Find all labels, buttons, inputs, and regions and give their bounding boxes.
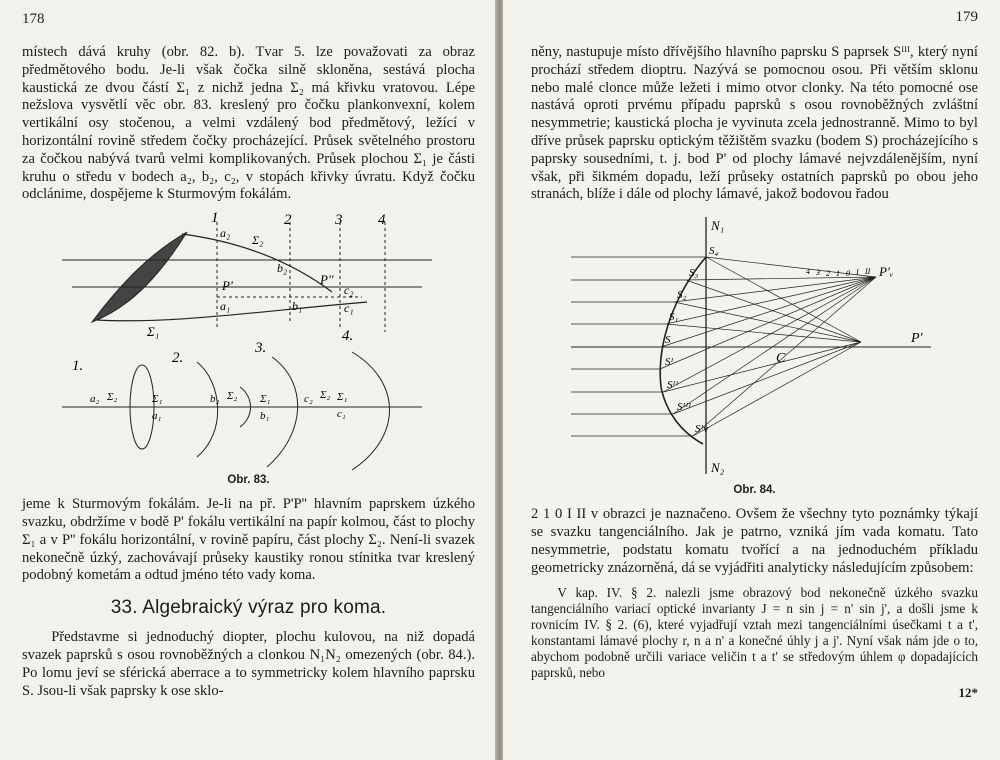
label-S2: S₂: [677, 289, 687, 302]
label-Pv: P'ᵥ: [879, 264, 894, 280]
fig83-sigma2: Σ₂: [252, 233, 264, 248]
fig83-bottom-2: 2.: [172, 350, 184, 367]
label-N1: N₁: [711, 218, 725, 234]
figure-83: [22, 212, 475, 486]
fig83-bp-b1: b₁: [260, 410, 270, 423]
scale-I: I: [856, 268, 859, 278]
sigma1-curve: [97, 302, 367, 321]
fig83-bp-a2: a₂: [90, 393, 100, 406]
label-S: S: [665, 334, 671, 347]
figure-84-caption: Obr. 84.: [733, 484, 776, 497]
fig83-c2: c₂: [344, 283, 354, 298]
scale-2: 2: [826, 269, 830, 279]
scale-1: 1: [836, 269, 840, 279]
right-paragraph-3: V kap. IV. § 2. nalezli jsme obrazový bod nekonečně úzkého svazku tangenciálního variací optické invarianty J = n sin j = n' sin j', a došli jsme k rovnicím IV. § 2. (6), které vyjadřují vztah mezi tangenciálními úsečkami t a t', konstantami lámavé plochy r, n a n' a konečné úhly j a j'. Nyní však nám jde o to, abychom podobně určili variace veličin t a t' se středovým úhlem φ dopadajících paprsků, nebo: [531, 585, 978, 681]
scale-II: II: [865, 267, 871, 277]
figure-83-caption: Obr. 83.: [227, 474, 270, 487]
right-page: [503, 0, 1000, 760]
left-page: [0, 0, 497, 760]
fig83-bp-s2c: Σ₂: [320, 389, 331, 402]
fig83-P1: P': [222, 278, 233, 294]
section-3: [267, 357, 298, 467]
label-SII: Sᴵᴵ: [667, 379, 679, 392]
right-paragraph-1: něny, nastupuje místo dřívějšího hlavního paprsku S paprsek Sᴵᴵᴵ, který nyní prochází středem dioptru. Nazývá se pomocnou osou. Při větším sklonu nebo malé clonce může ležeti i mimo otvor clonky. Na této pomocné ose nastává oproti prvému případu paprsků s osou rovnoběžných zvláštní nesymmetrie; kaustická plocha je vyvinuta zcela jednostranně. Mimo to byl dříve průsek paprsku optickým těžištěm svazku (bodem S) procházejícího s paprsky sousedními, t. j. bod P' od plochy lámavé nejvzdálenějším, nyní však, při šikmém dopadu, leží průseky ostatních paprsků po obou jeho stranách, blíže i dále od plochy lámavé, jakož bodovou řadou: [531, 44, 978, 203]
signature-mark: 12*: [958, 685, 978, 701]
left-paragraph-2: jeme k Sturmovým fokálám. Je-li na př. P'P'' hlavním paprskem úzkého svazku, obdržíme v bodě P' fokálu vertikální na papír kolmou, část to plochy Σ₁ a v P'' fokálu horizontální, v rovině papíru, část plochy Σ₂. Není-li svazek nekonečně úzký, zachovávají průseky kaustiky ronou stínitka tvar kreslený podobný kometám a odtud jméno této vady koma.: [22, 496, 475, 584]
scale-0: 0: [846, 269, 850, 279]
label-SIV: Sᴵᴠ: [695, 423, 709, 436]
label-SIII: Sᴵᴵᴵ: [677, 401, 692, 414]
fig83-a1: a₁: [220, 299, 231, 314]
fig83-b1: b₁: [292, 299, 303, 314]
figure-84-drawing: [531, 212, 971, 482]
fig83-bottom-3: 3.: [255, 340, 267, 357]
fig83-bp-a1: a₁: [152, 410, 162, 423]
fig83-sigma1: Σ₁: [147, 324, 160, 340]
fig83-a2: a₂: [220, 226, 231, 241]
left-paragraph-3: Představme si jednoduchý diopter, plochu kulovou, na niž dopadá svazek paprsků s osou rovnoběžných a clonkou N₁N₂ omezených (obr. 84.). Po lomu jeví se sférická aberrace a to symmetricky kolem hlavního paprsku S. Jsou-li však paprsky k ose sklo-: [22, 629, 475, 699]
fig83-b2: b₂: [277, 261, 288, 276]
left-paragraph-1: místech dává kruhy (obr. 82. b). Tvar 5. lze považovati za obraz předmětového bodu. Je-li však čočka silně skloněna, sestává plocha kaustická ze dvou částí Σ₁ z nichž jedna Σ₂ má křivku vratovou. Lépe nežslova vysvětlí věc obr. 83. kreslený pro čočku plankonvexní, kolem vertikální osy stočenou, a velmi vzdálený bod předmětový, ležící v horizontální rovině středem čočky procházející. Průsek světelného prostoru za čočkou nabývá tvarů velmi komplikovaných. Průsek plochou Σ₁ je části kruhu o středu v bodech a₂, b₂, c₂, v stopách křivky úvratu. Když čočku odclánime, dospějeme k Sturmovým fokálám.: [22, 44, 475, 203]
fig83-bp-b2: b₂: [210, 393, 220, 406]
fig83-bp-s1b: Σ₁: [260, 393, 271, 406]
section-title: 33. Algebraický výraz pro koma.: [110, 597, 387, 619]
page-number-left: 178: [22, 11, 45, 27]
fig83-bottom-4: 4.: [342, 328, 354, 345]
scale-3: 3: [816, 268, 820, 278]
fig83-bottom-1: 1.: [72, 358, 84, 375]
figure-83-drawing: [22, 212, 472, 472]
section-4: [352, 352, 390, 470]
refracting-surface: [660, 257, 709, 444]
label-N2: N₂: [711, 460, 725, 476]
fig83-bp-c1: c₁: [337, 408, 346, 421]
label-Pprime: P': [911, 331, 923, 347]
right-paragraph-2: 2 1 0 I II v obrazci je naznačeno. Ovšem že všechny tyto poznámky týkají se svazku tangenciálního. Jak je patrno, vzniká jím vada komatu. Tato nesymmetrie, podstatu komatu tvořící a na jednoduchém příkladu geometricky znázorněná, dá se vyjádřiti analyticky následujícím způsobem:: [531, 506, 978, 576]
fig83-bp-s2a: Σ₂: [107, 391, 118, 404]
fig83-bp-s1a: Σ₁: [152, 393, 163, 406]
fig83-bp-c2: c₂: [304, 393, 313, 406]
fig83-P2: P'': [320, 272, 334, 288]
section-2-outer: [197, 362, 218, 457]
fig83-label-4: 4: [378, 212, 386, 229]
label-C: C: [776, 351, 786, 367]
label-S3: S₃: [689, 267, 699, 280]
fig83-label-3: 3: [335, 212, 343, 229]
fig83-c1: c₁: [344, 301, 354, 316]
lens-shape: [92, 232, 187, 322]
label-S4: S₄: [709, 245, 719, 258]
fig83-bp-s1c: Σ₁: [337, 391, 348, 404]
label-SI: Sᴵ: [665, 356, 674, 369]
fig83-label-2: 2: [284, 212, 292, 229]
page-number-right: 179: [955, 9, 978, 25]
label-S1: S₁: [669, 311, 679, 324]
fig83-label-1: 1: [211, 212, 219, 227]
scale-4: 4: [806, 267, 810, 277]
fig83-bp-s2b: Σ₂: [227, 390, 238, 403]
figure-84: [531, 212, 978, 496]
